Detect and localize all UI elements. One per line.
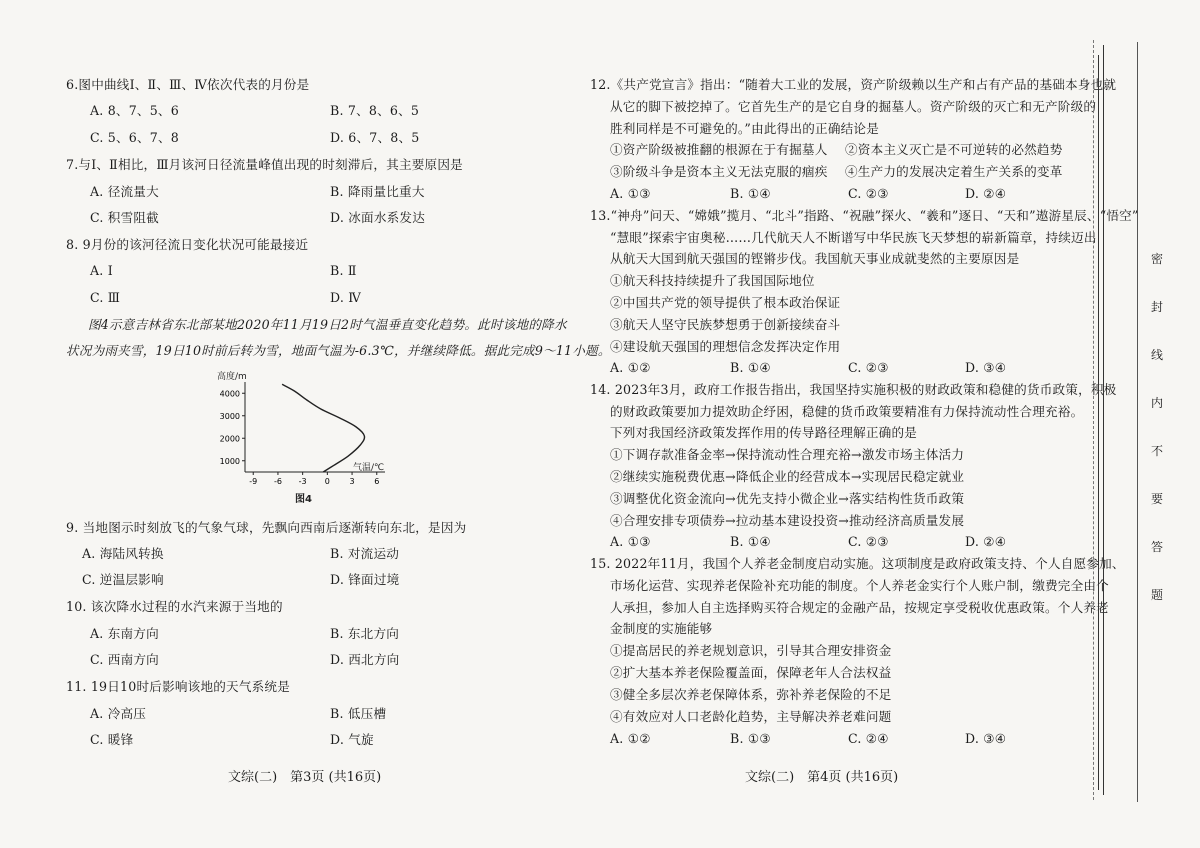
q12-statement-1: ①资产阶级被推翻的根源在于有掘墓人 [610,142,828,157]
binding-notice-char: 封 [1151,300,1164,314]
q10-option-a: A. 东南方向 [90,626,159,641]
q14-line-2: 的财政政策要加力提效助企纾困，稳健的货币政策要精准有力保持流动性合理充裕。 [610,404,1084,419]
left-page-footer: 文综(二) 第3页 (共16页) [228,770,382,785]
temperature-profile-line [282,384,364,472]
binding-margin [1087,0,1200,848]
q14-statement-4: ④合理安排专项债券→拉动基本建设投资→推动经济高质量发展 [610,513,965,528]
x-tick-label: 6 [374,477,380,486]
q12-line-1: 12.《共产党宣言》指出：“随着大工业的发展，资产阶级赖以生产和占有产品的基础本身也就 [590,77,1117,92]
q11-option-b: B. 低压槽 [330,706,387,721]
binding-notice-char: 线 [1151,348,1164,362]
q7-option-d: D. 冰面水系发达 [330,210,426,225]
q12-option-c: C. ②③ [848,186,889,201]
q8-stem: 8. 9月份的该河径流日变化状况可能最接近 [66,237,309,252]
q11-option-d: D. 气旋 [330,732,374,747]
q9-option-d: D. 锋面过境 [330,572,400,587]
q13-option-a: A. ①② [610,360,651,375]
q14-line-1: 14. 2023年3月，政府工作报告指出，我国坚持实施积极的财政政策和稳健的货币政策，积极 [590,382,1117,397]
q11-option-c: C. 暖锋 [90,732,134,747]
binding-notice-char: 要 [1151,492,1164,506]
q8-option-d: D. Ⅳ [330,290,362,305]
q14-option-a: A. ①③ [610,534,651,549]
q12-option-b: B. ①④ [730,186,771,201]
x-tick-label: -6 [273,477,282,486]
q8-option-c: C. Ⅲ [90,290,121,305]
q15-option-d: D. ③④ [965,731,1007,746]
binding-notice-char: 内 [1151,396,1164,410]
q14-option-d: D. ②④ [965,534,1007,549]
q15-line-1: 15. 2022年11月，我国个人养老金制度启动实施。这项制度是政府政策支持、个人自愿参加、 [590,556,1125,571]
q10-option-d: D. 西北方向 [330,652,400,667]
q6-option-c: C. 5、6、7、8 [90,130,180,145]
x-axis-label: 气温/℃ [353,463,385,473]
q14-statement-2: ②继续实施税费优惠→降低企业的经营成本→实现居民稳定就业 [610,469,965,484]
q10-stem: 10. 该次降水过程的水汽来源于当地的 [66,599,283,614]
binding-notice-char: 不 [1151,444,1164,458]
q15-line-4: 金制度的实施能够 [610,621,713,636]
q13-statement-1: ①航天科技持续提升了我国国际地位 [610,273,815,288]
q12-option-d: D. ②④ [965,186,1007,201]
q12-option-a: A. ①③ [610,186,651,201]
q15-statement-1: ①提高居民的养老规划意识，引导其合理安排资金 [610,643,892,658]
y-tick-label: 2000 [219,434,240,444]
q10-option-b: B. 东北方向 [330,626,400,641]
figure-caption: 图4 [295,494,312,505]
q13-line-1: 13.“神舟”问天、“嫦娥”揽月、“北斗”指路、“祝融”探火、“羲和”逐日、“天和”遨游星辰、“悟空” [590,208,1139,223]
q12-line-2: 从它的脚下被挖掉了。它首先生产的是它自身的掘墓人。资产阶级的灭亡和无产阶级的 [610,99,1097,114]
q6-option-a: A. 8、7、5、6 [90,103,179,118]
q10-option-c: C. 西南方向 [90,652,159,667]
q13-line-3: 从航天大国到航天强国的铿锵步伐。我国航天事业成就斐然的主要原因是 [610,251,1020,266]
q9-stem: 9. 当地图示时刻放飞的气象气球，先飘向西南后逐渐转向东北，是因为 [66,520,467,535]
intro-line-1: 图4示意吉林省东北部某地2020年11月19日2时气温垂直变化趋势。此时该地的降水 [88,317,567,332]
q12-statement-2: ②资本主义灭亡是不可逆转的必然趋势 [845,142,1063,157]
binding-notice-char: 密 [1151,252,1164,266]
q6-option-b: B. 7、8、6、5 [330,103,420,118]
intro-line-2: 状况为雨夹雪，19日10时前后转为雪，地面气温为-6.3℃，并继续降低。据此完成9～11小题。 [66,343,611,358]
q7-option-c: C. 积雪阻截 [90,210,159,225]
q15-line-3: 人承担，参加人自主选择购买符合规定的金融产品，按规定享受税收优惠政策。个人养老 [610,600,1109,615]
q8-option-a: A. Ⅰ [90,263,113,278]
q9-option-a: A. 海陆风转换 [82,546,164,561]
q13-statement-3: ③航天人坚守民族梦想勇于创新接续奋斗 [610,317,841,332]
q14-option-b: B. ①④ [730,534,771,549]
q12-statement-3: ③阶级斗争是资本主义无法克服的痼疾 [610,164,828,179]
q9-option-b: B. 对流运动 [330,546,400,561]
q6-stem: 6.图中曲线Ⅰ、Ⅱ、Ⅲ、Ⅳ依次代表的月份是 [66,77,310,92]
y-tick-label: 3000 [219,411,240,421]
binding-notice-char: 答 [1151,540,1164,554]
binding-line-2 [1103,45,1104,795]
q14-statement-1: ①下调存款准备金率→保持流动性合理充裕→激发市场主体活力 [610,447,965,462]
q15-option-a: A. ①② [610,731,651,746]
q13-statement-2: ②中国共产党的领导提供了根本政治保证 [610,295,841,310]
x-tick-label: 3 [349,477,355,486]
q15-option-c: C. ②④ [848,731,889,746]
q7-option-a: A. 径流量大 [90,184,159,199]
q15-statement-4: ④有效应对人口老龄化趋势，主导解决养老难问题 [610,709,892,724]
q14-option-c: C. ②③ [848,534,889,549]
q13-statement-4: ④建设航天强国的理想信念发挥决定作用 [610,339,841,354]
q13-line-2: “慧眼”探索宇宙奥秘……几代航天人不断谱写中华民族飞天梦想的崭新篇章，持续迈出 [610,230,1097,245]
q13-option-d: D. ③④ [965,360,1007,375]
y-axis-label: 高度/m [217,372,247,382]
q7-stem: 7.与Ⅰ、Ⅱ相比，Ⅲ月该河日径流量峰值出现的时刻滞后，其主要原因是 [66,157,463,172]
q11-stem: 11. 19日10时后影响该地的天气系统是 [66,679,291,694]
q15-statement-3: ③健全多层次养老保障体系，弥补养老保险的不足 [610,687,892,702]
q15-line-2: 市场化运营、实现养老保险补充功能的制度。个人养老金实行个人账户制，缴费完全由个 [610,578,1109,593]
q14-statement-3: ③调整优化资金流向→优先支持小微企业→落实结构性货币政策 [610,491,965,506]
binding-line-1 [1098,55,1099,790]
figure-4-chart [205,370,405,510]
q12-statement-4: ④生产力的发展决定着生产关系的变革 [845,164,1063,179]
y-tick-label: 4000 [219,389,240,399]
q15-option-b: B. ①③ [730,731,771,746]
q6-option-d: D. 6、7、8、5 [330,130,420,145]
q13-option-c: C. ②③ [848,360,889,375]
q15-statement-2: ②扩大基本养老保险覆盖面，保障老年人合法权益 [610,665,892,680]
x-tick-label: 0 [324,477,330,486]
binding-notice-char: 题 [1151,588,1164,602]
q11-option-a: A. 冷高压 [90,706,147,721]
q13-option-b: B. ①④ [730,360,771,375]
q12-line-3: 胜利同样是不可避免的。”由此得出的正确结论是 [610,121,880,136]
right-page [590,0,1139,848]
q7-option-b: B. 降雨量比重大 [330,184,425,199]
binding-line-3 [1137,42,1138,802]
x-tick-label: -9 [249,477,258,486]
q8-option-b: B. Ⅱ [330,263,357,278]
q14-line-3: 下列对我国经济政策发挥作用的传导路径理解正确的是 [610,425,918,440]
right-page-footer: 文综(二) 第4页 (共16页) [745,770,899,785]
binding-dashed-line [1093,40,1094,800]
q9-option-c: C. 逆温层影响 [82,572,164,587]
x-tick-label: -3 [298,477,307,486]
y-tick-label: 1000 [219,456,240,466]
